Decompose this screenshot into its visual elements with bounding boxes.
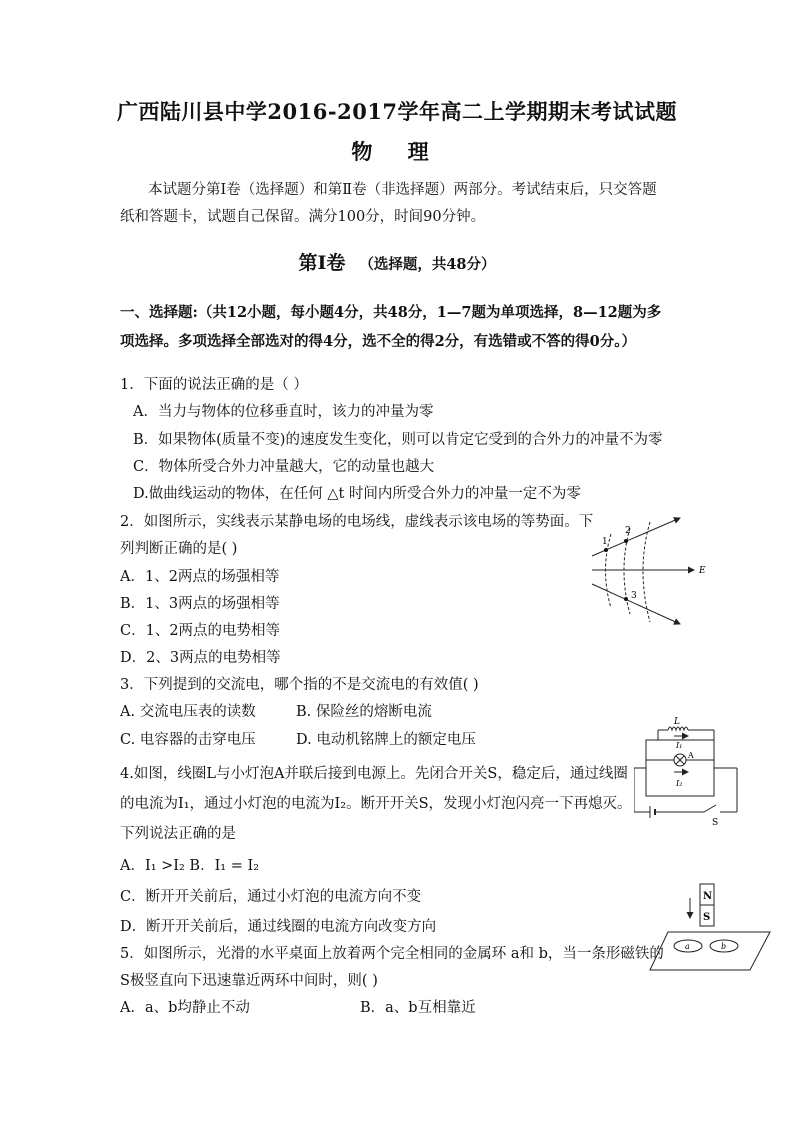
q1-option-a: A．当力与物体的位移垂直时，该力的冲量为零	[133, 404, 434, 420]
q2-option-d: D．2、3两点的电势相等	[120, 650, 281, 666]
inductor-coil-icon	[668, 727, 688, 730]
q1-option-d: D.做曲线运动的物体，在任何 △t 时间内所受合外力的冲量一定不为零	[133, 486, 581, 502]
circuit-figure	[634, 716, 742, 828]
q5-option-b: B．a、b互相靠近	[360, 1000, 476, 1016]
label-i1: I₁	[676, 741, 683, 750]
q2-option-c: C．1、2两点的电势相等	[120, 623, 281, 639]
section-title: 第Ⅰ卷	[298, 252, 346, 274]
q2-option-b: B．1、3两点的场强相等	[120, 596, 280, 612]
q1-option-c: C．物体所受合外力冲量越大，它的动量也越大	[133, 459, 435, 475]
label-3: 3	[631, 591, 637, 601]
label-e: E	[699, 566, 706, 576]
label-2: 2	[625, 526, 631, 536]
label-i2: I₂	[676, 779, 683, 788]
subject-title: 物 理	[351, 139, 443, 164]
equipotential-3	[643, 522, 650, 622]
q2-stem-2: 列判断正确的是( )	[120, 541, 238, 557]
switch-icon	[704, 805, 716, 812]
label-s: S	[703, 912, 711, 923]
label-b: b	[721, 942, 727, 951]
label-a: A	[688, 751, 694, 760]
label-l: L	[674, 717, 680, 727]
section-note: （选择题，共48分）	[359, 256, 496, 273]
instructions-line-1: 一、选择题:（共12小题，每小题4分，共48分，1—7题为单项选择，8—12题为多	[120, 304, 662, 321]
q4-options-ab: A．I₁ >I₂ B．I₁ = I₂	[120, 858, 260, 874]
label-n: N	[703, 891, 713, 902]
q3-option-d: D. 电动机铭牌上的额定电压	[296, 732, 476, 748]
label-a: a	[685, 942, 690, 951]
intro-line-1: 本试题分第Ⅰ卷（选择题）和第Ⅱ卷（非选择题）两部分。考试结束后，只交答题	[148, 182, 657, 198]
q4-stem-1: 4.如图，线圈L与小灯泡A并联后接到电源上。先闭合开关S，稳定后，通过线圈	[120, 766, 628, 782]
point-3	[624, 597, 628, 601]
magnet-rings-figure	[646, 878, 774, 974]
section-heading	[0, 248, 794, 275]
label-s: S	[712, 818, 719, 828]
q2-stem-1: 2．如图所示，实线表示某静电场的电场线，虚线表示该电场的等势面。下	[120, 514, 594, 530]
label-1: 1	[602, 537, 608, 547]
q4-option-d: D．断开开关前后，通过线圈的电流方向改变方向	[120, 919, 437, 935]
q4-option-c: C．断开开关前后，通过小灯泡的电流方向不变	[120, 889, 422, 905]
electric-field-figure	[586, 512, 712, 636]
q2-option-a: A．1、2两点的场强相等	[120, 569, 280, 585]
instructions-line-2: 项选择。多项选择全部选对的得4分，选不全的得2分，有选错或不答的得0分。）	[120, 333, 637, 350]
q3-option-c: C. 电容器的击穿电压	[120, 732, 256, 748]
table-top	[650, 932, 770, 970]
q5-stem-1: 5．如图所示，光滑的水平桌面上放着两个完全相同的金属环 a和 b，当一条形磁铁的	[120, 946, 664, 962]
q1-option-b: B．如果物体(质量不变)的速度发生变化，则可以肯定它受到的合外力的冲量不为零	[133, 432, 663, 448]
point-2	[624, 539, 628, 543]
q3-stem: 3．下列提到的交流电，哪个指的不是交流电的有效值( )	[120, 677, 479, 693]
q3-option-b: B. 保险丝的熔断电流	[296, 704, 432, 720]
point-1	[604, 548, 608, 552]
exam-title: 广西陆川县中学2016-2017学年高二上学期期末考试试题	[116, 99, 678, 124]
q5-stem-2: S极竖直向下迅速靠近两环中间时，则( )	[120, 973, 378, 989]
field-line-bottom	[592, 584, 680, 624]
q1-stem: 1．下面的说法正确的是（ ）	[120, 377, 308, 393]
q4-stem-2: 的电流为I₁，通过小灯泡的电流为I₂。断开开关S，发现小灯泡闪亮一下再熄灭。	[120, 796, 632, 812]
q5-option-a: A．a、b均静止不动	[120, 1000, 250, 1016]
q4-stem-3: 下列说法正确的是	[120, 826, 236, 842]
q3-option-a: A. 交流电压表的读数	[120, 704, 256, 720]
intro-line-2: 纸和答题卡，试题自己保留。满分100分，时间90分钟。	[120, 209, 486, 225]
